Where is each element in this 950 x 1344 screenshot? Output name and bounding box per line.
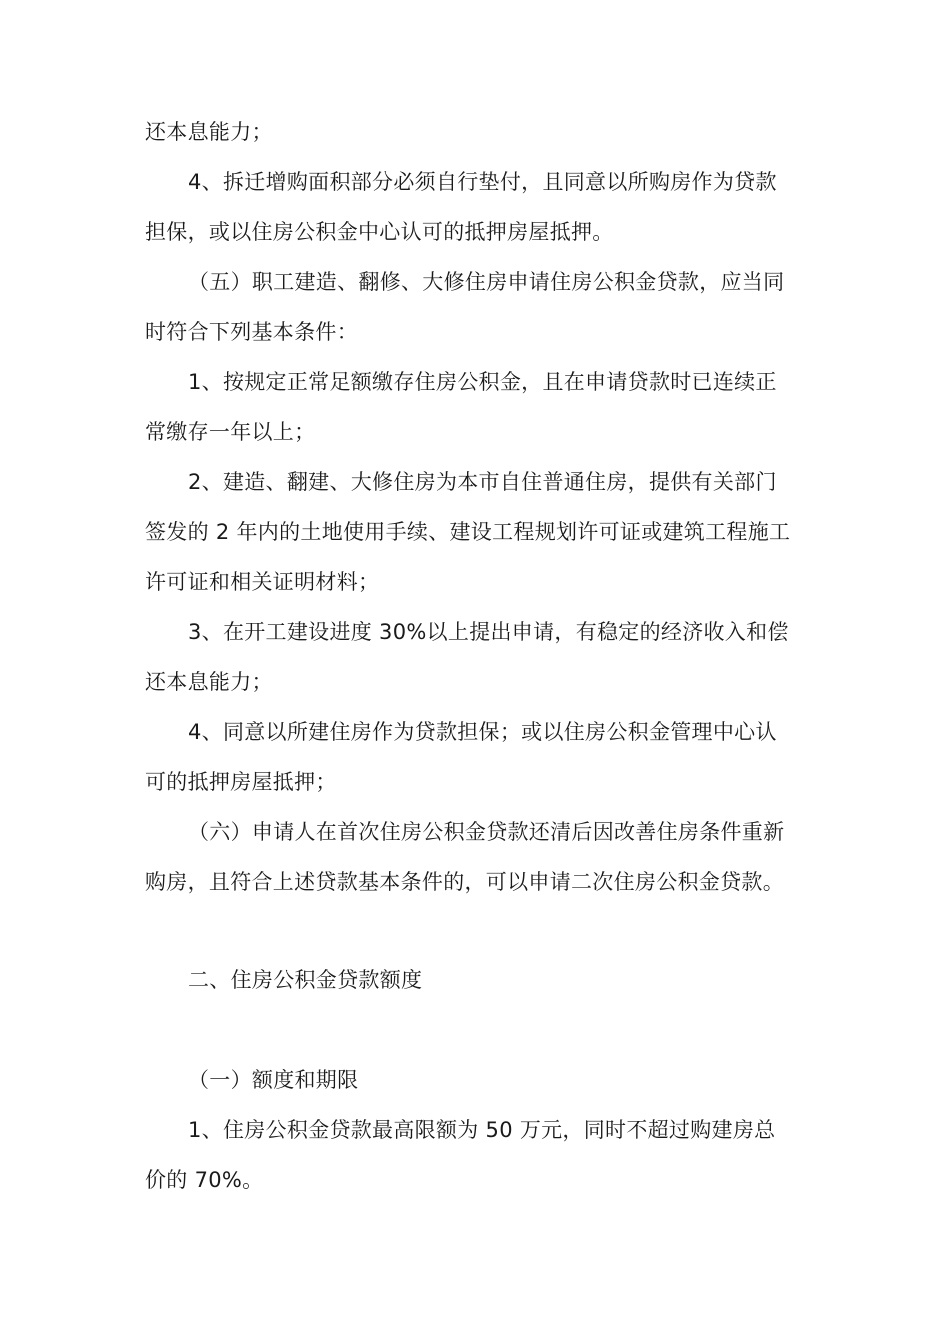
- paragraph-line: 常缴存一年以上；: [145, 420, 316, 444]
- paragraph-line: （五）职工建造、翻修、大修住房申请住房公积金贷款，应当同: [188, 270, 785, 294]
- paragraph-line: 购房，且符合上述贷款基本条件的，可以申请二次住房公积金贷款。: [145, 870, 784, 894]
- paragraph-line: 签发的 2 年内的土地使用手续、建设工程规划许可证或建筑工程施工: [145, 520, 791, 544]
- paragraph-line: 价的 70%。: [145, 1168, 264, 1192]
- paragraph-line: 许可证和相关证明材料；: [145, 570, 380, 594]
- paragraph-line: 3、在开工建设进度 30%以上提出申请，有稳定的经济收入和偿: [188, 620, 789, 644]
- paragraph-line: 4、拆迁增购面积部分必须自行垫付，且同意以所购房作为贷款: [188, 170, 777, 194]
- paragraph-line: 可的抵押房屋抵押；: [145, 770, 337, 794]
- section-heading: 二、住房公积金贷款额度: [188, 968, 423, 992]
- paragraph-line: 担保，或以住房公积金中心认可的抵押房屋抵押。: [145, 220, 614, 244]
- paragraph-line: 2、建造、翻建、大修住房为本市自住普通住房，提供有关部门: [188, 470, 777, 494]
- subsection-heading: （一）额度和期限: [188, 1068, 359, 1092]
- paragraph-line: 4、同意以所建住房作为贷款担保；或以住房公积金管理中心认: [188, 720, 777, 744]
- paragraph-line: 还本息能力；: [145, 120, 273, 144]
- paragraph-line: （六）申请人在首次住房公积金贷款还清后因改善住房条件重新: [188, 820, 785, 844]
- paragraph-line: 时符合下列基本条件：: [145, 320, 358, 344]
- paragraph-line: 1、住房公积金贷款最高限额为 50 万元，同时不超过购建房总: [188, 1118, 776, 1142]
- paragraph-line: 1、按规定正常足额缴存住房公积金，且在申请贷款时已连续正: [188, 370, 777, 394]
- paragraph-line: 还本息能力；: [145, 670, 273, 694]
